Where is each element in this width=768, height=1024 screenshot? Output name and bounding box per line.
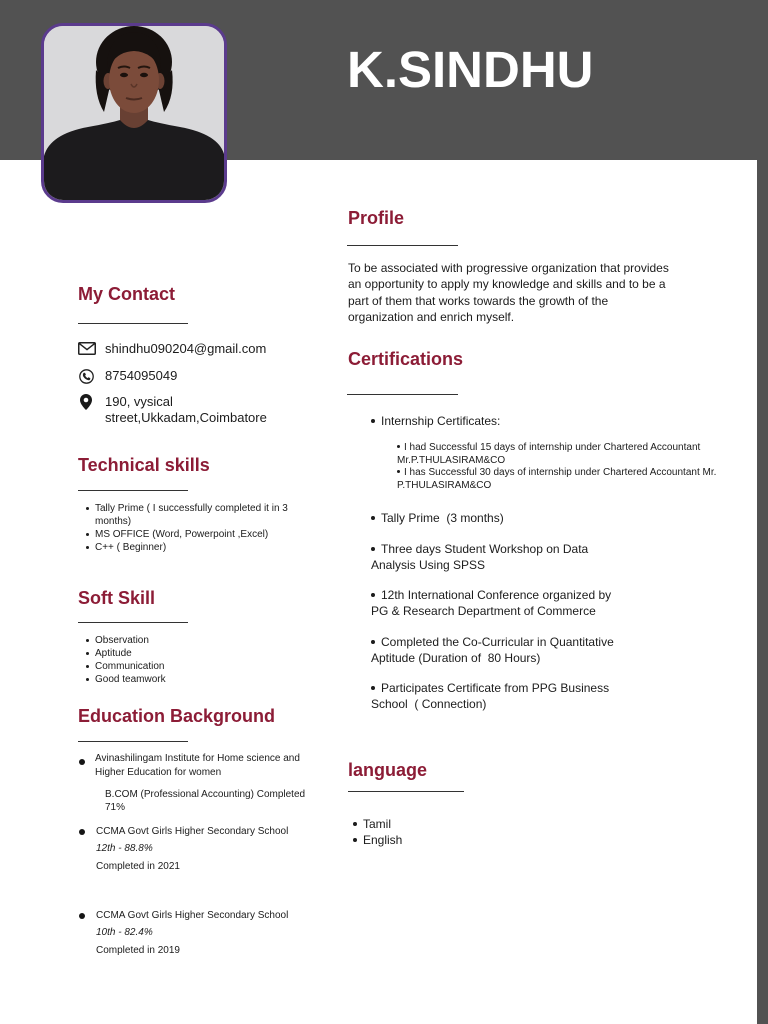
education-status: Completed in 2019 [96, 945, 180, 956]
list-item [86, 541, 288, 554]
certification-title: 12th International Conference organized by PG & Research Department of Commerce [371, 588, 612, 618]
list-item [86, 673, 166, 686]
education-status: Completed in 2021 [96, 861, 180, 872]
certification-detail [397, 467, 716, 492]
education-institution: Avinashilingam Institute for Home science and Higher Education for women [95, 753, 300, 778]
bullet [86, 652, 89, 655]
section-heading-certifications: Certifications [348, 349, 464, 369]
bullet [353, 838, 357, 842]
list-item-text: MS OFFICE (Word, Powerpoint ,Excel) [95, 529, 269, 540]
section-divider [347, 245, 458, 246]
list-item [86, 660, 166, 673]
bullet [86, 507, 89, 510]
bullet [397, 470, 400, 473]
contact-address: 190, vysical street,Ukkadam,Coimbatore [105, 394, 267, 425]
bullet [353, 822, 357, 826]
list-item-text: Communication [95, 661, 165, 672]
location-pin-icon [80, 394, 92, 410]
section-divider [78, 741, 188, 742]
section-divider [78, 323, 188, 324]
education-course: B.COM (Professional Accounting) Completed 71% [105, 789, 306, 813]
bullet [86, 678, 89, 681]
section-heading-contact: My Contact [78, 284, 176, 304]
education-grade: 10th - 82.4% [96, 927, 153, 938]
phone-icon [79, 369, 94, 384]
language-item [353, 816, 402, 832]
soft-skills-list [86, 634, 166, 686]
section-heading-profile: Profile [348, 208, 405, 228]
bullet [86, 665, 89, 668]
certification-item [371, 542, 588, 573]
certification-title: Internship Certificates: [381, 414, 501, 428]
language-name: English [363, 833, 403, 847]
certification-title: Participates Certificate from PPG Business School ( Connection) [371, 681, 610, 711]
list-item-text: Aptitude [95, 648, 132, 659]
list-item [86, 634, 166, 647]
certification-detail [397, 442, 700, 467]
profile-summary: To be associated with progressive organization that provides an opportunity to apply my knowledge and skills and to be a part of them that works towards the growth of the organization and enrich myself. [348, 261, 669, 324]
bullet [86, 639, 89, 642]
certification-item [371, 588, 611, 619]
section-heading-soft-skill: Soft Skill [78, 588, 156, 608]
list-item [86, 502, 288, 528]
envelope-icon [78, 342, 96, 355]
portrait-image [44, 26, 224, 200]
bullet [86, 546, 89, 549]
certification-title: Completed the Co-Curricular in Quantitative Aptitude (Duration of 80 Hours) [371, 635, 614, 665]
certification-title: Three days Student Workshop on Data Analysis Using SPSS [371, 542, 589, 572]
section-divider [78, 490, 188, 491]
bullet [397, 445, 400, 448]
section-heading-education: Education Background [78, 706, 276, 726]
list-item [86, 647, 166, 660]
education-grade: 12th - 88.8% [96, 843, 153, 854]
bullet [371, 640, 375, 644]
section-divider [348, 791, 464, 792]
section-heading-language: language [348, 760, 428, 780]
list-item [86, 528, 288, 541]
contact-phone: 8754095049 [105, 368, 178, 383]
language-name: Tamil [363, 817, 392, 831]
list-item-text: C++ ( Beginner) [95, 542, 167, 553]
contact-email: shindhu090204@gmail.com [105, 341, 267, 356]
education-institution: CCMA Govt Girls Higher Secondary School [96, 826, 289, 837]
bullet [86, 533, 89, 536]
language-list [353, 816, 402, 848]
technical-skills-list [86, 502, 288, 554]
bullet [371, 419, 375, 423]
candidate-name: K.SINDHU [347, 41, 594, 98]
certification-detail-text: I had Successful 15 days of internship under Chartered Accountant Mr.P.THULASIRAM&CO [397, 442, 701, 466]
bullet [371, 547, 375, 551]
certification-item [371, 635, 614, 666]
list-item-text: Tally Prime ( I successfully completed it in 3 months) [95, 503, 288, 527]
education-institution: CCMA Govt Girls Higher Secondary School [96, 910, 289, 921]
bullet [79, 759, 85, 765]
bullet [79, 829, 85, 835]
certification-detail-text: I has Successful 30 days of internship under Chartered Accountant Mr. P.THULASIRAM&CO [397, 467, 717, 491]
bullet [79, 913, 85, 919]
bullet [371, 516, 375, 520]
bullet [371, 593, 375, 597]
section-heading-technical-skills: Technical skills [78, 455, 210, 475]
list-item-text: Observation [95, 635, 149, 646]
language-item [353, 832, 402, 848]
section-divider [347, 394, 458, 395]
certification-item [371, 681, 609, 712]
list-item-text: Good teamwork [95, 674, 166, 685]
certification-item [371, 511, 504, 527]
bullet [371, 686, 375, 690]
right-edge-strip [757, 0, 768, 1024]
certification-title: Tally Prime (3 months) [381, 511, 504, 525]
certification-item [371, 414, 500, 430]
section-divider [78, 622, 188, 623]
profile-photo [41, 23, 227, 203]
